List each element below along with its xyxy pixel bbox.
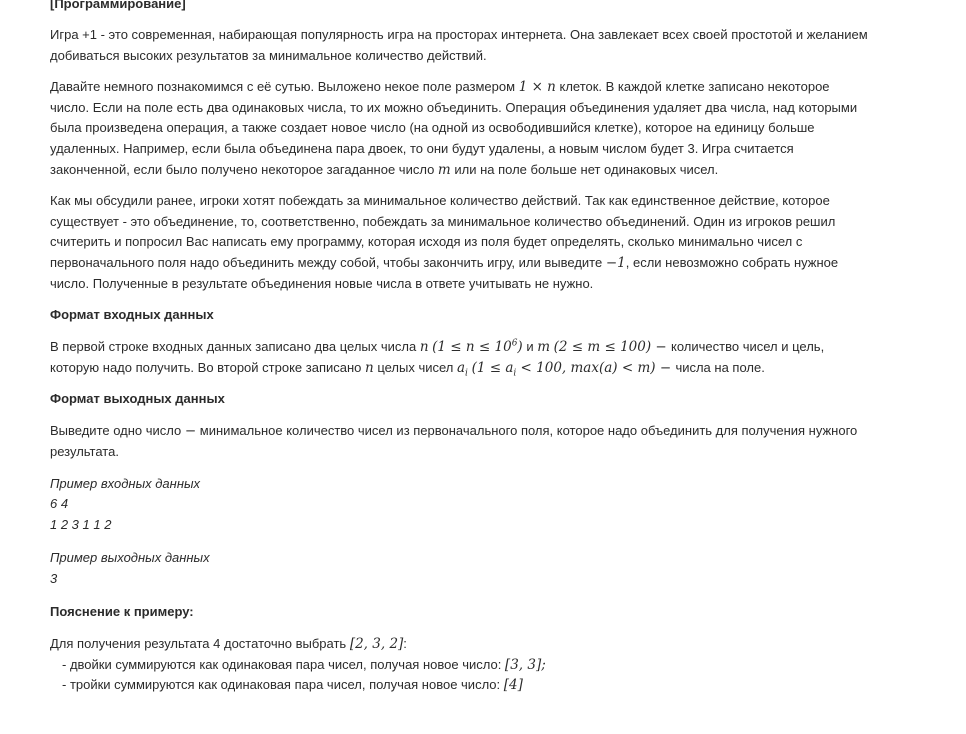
- explanation-line-3: [50, 675, 870, 696]
- dash-2: −: [655, 359, 676, 376]
- output-text-1: Выведите одно число: [50, 423, 185, 439]
- explanation-semicolon: ;: [541, 656, 546, 673]
- a-constraint-sub: i: [513, 368, 517, 379]
- explanation-colon: :: [403, 636, 407, 651]
- intro-p2-text-c: или на поле больше нет одинаковых чисел.: [450, 161, 719, 177]
- input-text-1: В первой строке входных данных записано два целых числа: [50, 339, 420, 355]
- m-math: m: [537, 339, 551, 356]
- a-subscript: i: [465, 368, 468, 379]
- dash-1: −: [651, 339, 672, 356]
- explanation-text-1: Для получения результата 4 достаточно выбрать: [50, 636, 350, 651]
- explanation-text-3: - тройки суммируются как одинаковая пара чисел, получая новое число:: [62, 677, 504, 693]
- category-tag: [Программирование]: [50, 0, 186, 11]
- minus-one-math: −1: [605, 254, 626, 271]
- input-text-4: целых чисел: [373, 359, 457, 375]
- explanation-heading: Пояснение к примеру:: [50, 604, 194, 619]
- input-format-text: [50, 337, 870, 378]
- m-constraint-math: (2 ≤ m ≤ 100): [553, 339, 652, 356]
- example-output-label: Пример выходных данных: [50, 550, 210, 565]
- intro-p3-text-b: , если невозможно собрать нужное число. Полученные в результате объединения новые числа в ответе учитывать не нужно.: [50, 254, 839, 291]
- example-input-label: Пример входных данных: [50, 475, 201, 491]
- output-format-text: [50, 421, 870, 462]
- a-constraint-math: [471, 359, 656, 379]
- n-math-2: n: [365, 359, 374, 376]
- explanation-math-2: [3, 3]: [504, 656, 542, 673]
- explanation-line-2: [50, 655, 870, 676]
- example-output-block: [50, 548, 870, 589]
- target-m-math: m: [437, 161, 451, 178]
- explanation-line-1: [50, 634, 870, 655]
- n-math: n: [419, 339, 429, 356]
- field-size-math: 1 × n: [518, 79, 556, 96]
- intro-paragraph-1: Игра +1 - это современная, набирающая популярность игра на просторах интернета. Она завлекает всех своей простотой и желанием добиваться высоких результатов за минимальное количество действий.: [50, 27, 868, 63]
- explanation-math-3: [4]: [503, 677, 523, 694]
- intro-p2-text-b: клеток. В каждой клетке записано некоторое число. Если на поле есть два одинаковых числа, то их можно объединить. Операция объединения удаляет два числа, над которыми была произведена операция, а также создает новое число (на одной из освободившийся клетке), которое на единицу больше удаленных. Например, если была объединена пара двоек, то они будут удалены, а новым числом будет 3. Игра считается законченной, если было получено некоторое загаданное число: [50, 79, 858, 177]
- intro-p3-text-a: Как мы обсудили ранее, игроки хотят побеждать за минимальное количество действий. Так как единственное действие, которое существует - это объединение, то, соответственно, побеждать за минимальное количество объединений. Один из игроков решил считерить и попросил Вас написать ему программу, которая исходя из поля будет определять, сколько минимально чисел с первоначального поля надо объединить между собой, чтобы закончить игру, или выведите: [50, 193, 836, 270]
- example-output-line: 3: [50, 570, 58, 586]
- a-symbol: a: [456, 359, 466, 376]
- n-constraint-math: [432, 339, 523, 355]
- output-dash: −: [184, 423, 197, 440]
- intro-paragraph-2: [50, 77, 870, 180]
- input-text-3: количество чисел и цель, которую надо получить. Во второй строке записано: [50, 339, 825, 375]
- intro-paragraph-3: [50, 191, 870, 294]
- example-input-line: 1 2 3 1 1 2: [50, 516, 112, 532]
- a-constraint-b: < 100, max(a) < m): [516, 359, 656, 376]
- a-i-math: [456, 359, 468, 379]
- problem-statement: [50, 0, 870, 696]
- input-text-5: числа на поле.: [675, 359, 765, 375]
- input-text-2: и: [522, 339, 538, 355]
- output-text-2: минимальное количество чисел из первоначального поля, которое надо объединить для получения нужного результата.: [50, 423, 858, 459]
- explanation-text-2: - двойки суммируются как одинаковая пара чисел, получая новое число:: [62, 656, 505, 672]
- explanation-math-1: [2, 3, 2]: [349, 636, 404, 652]
- n-constraint-a: (1 ≤ n ≤ 10: [432, 339, 512, 356]
- intro-p2-text-a: Давайте немного познакомимся с её сутью. Выложено некое поле размером: [50, 79, 519, 95]
- n-constraint-exp: 6: [511, 338, 518, 349]
- example-input-line: 6 4: [50, 496, 69, 511]
- a-constraint-a: (1 ≤ a: [471, 359, 514, 376]
- output-format-heading: Формат выходных данных: [50, 391, 225, 407]
- example-input-block: [50, 474, 870, 536]
- input-format-heading: Формат входных данных: [50, 307, 214, 323]
- n-constraint-b: ): [517, 339, 523, 356]
